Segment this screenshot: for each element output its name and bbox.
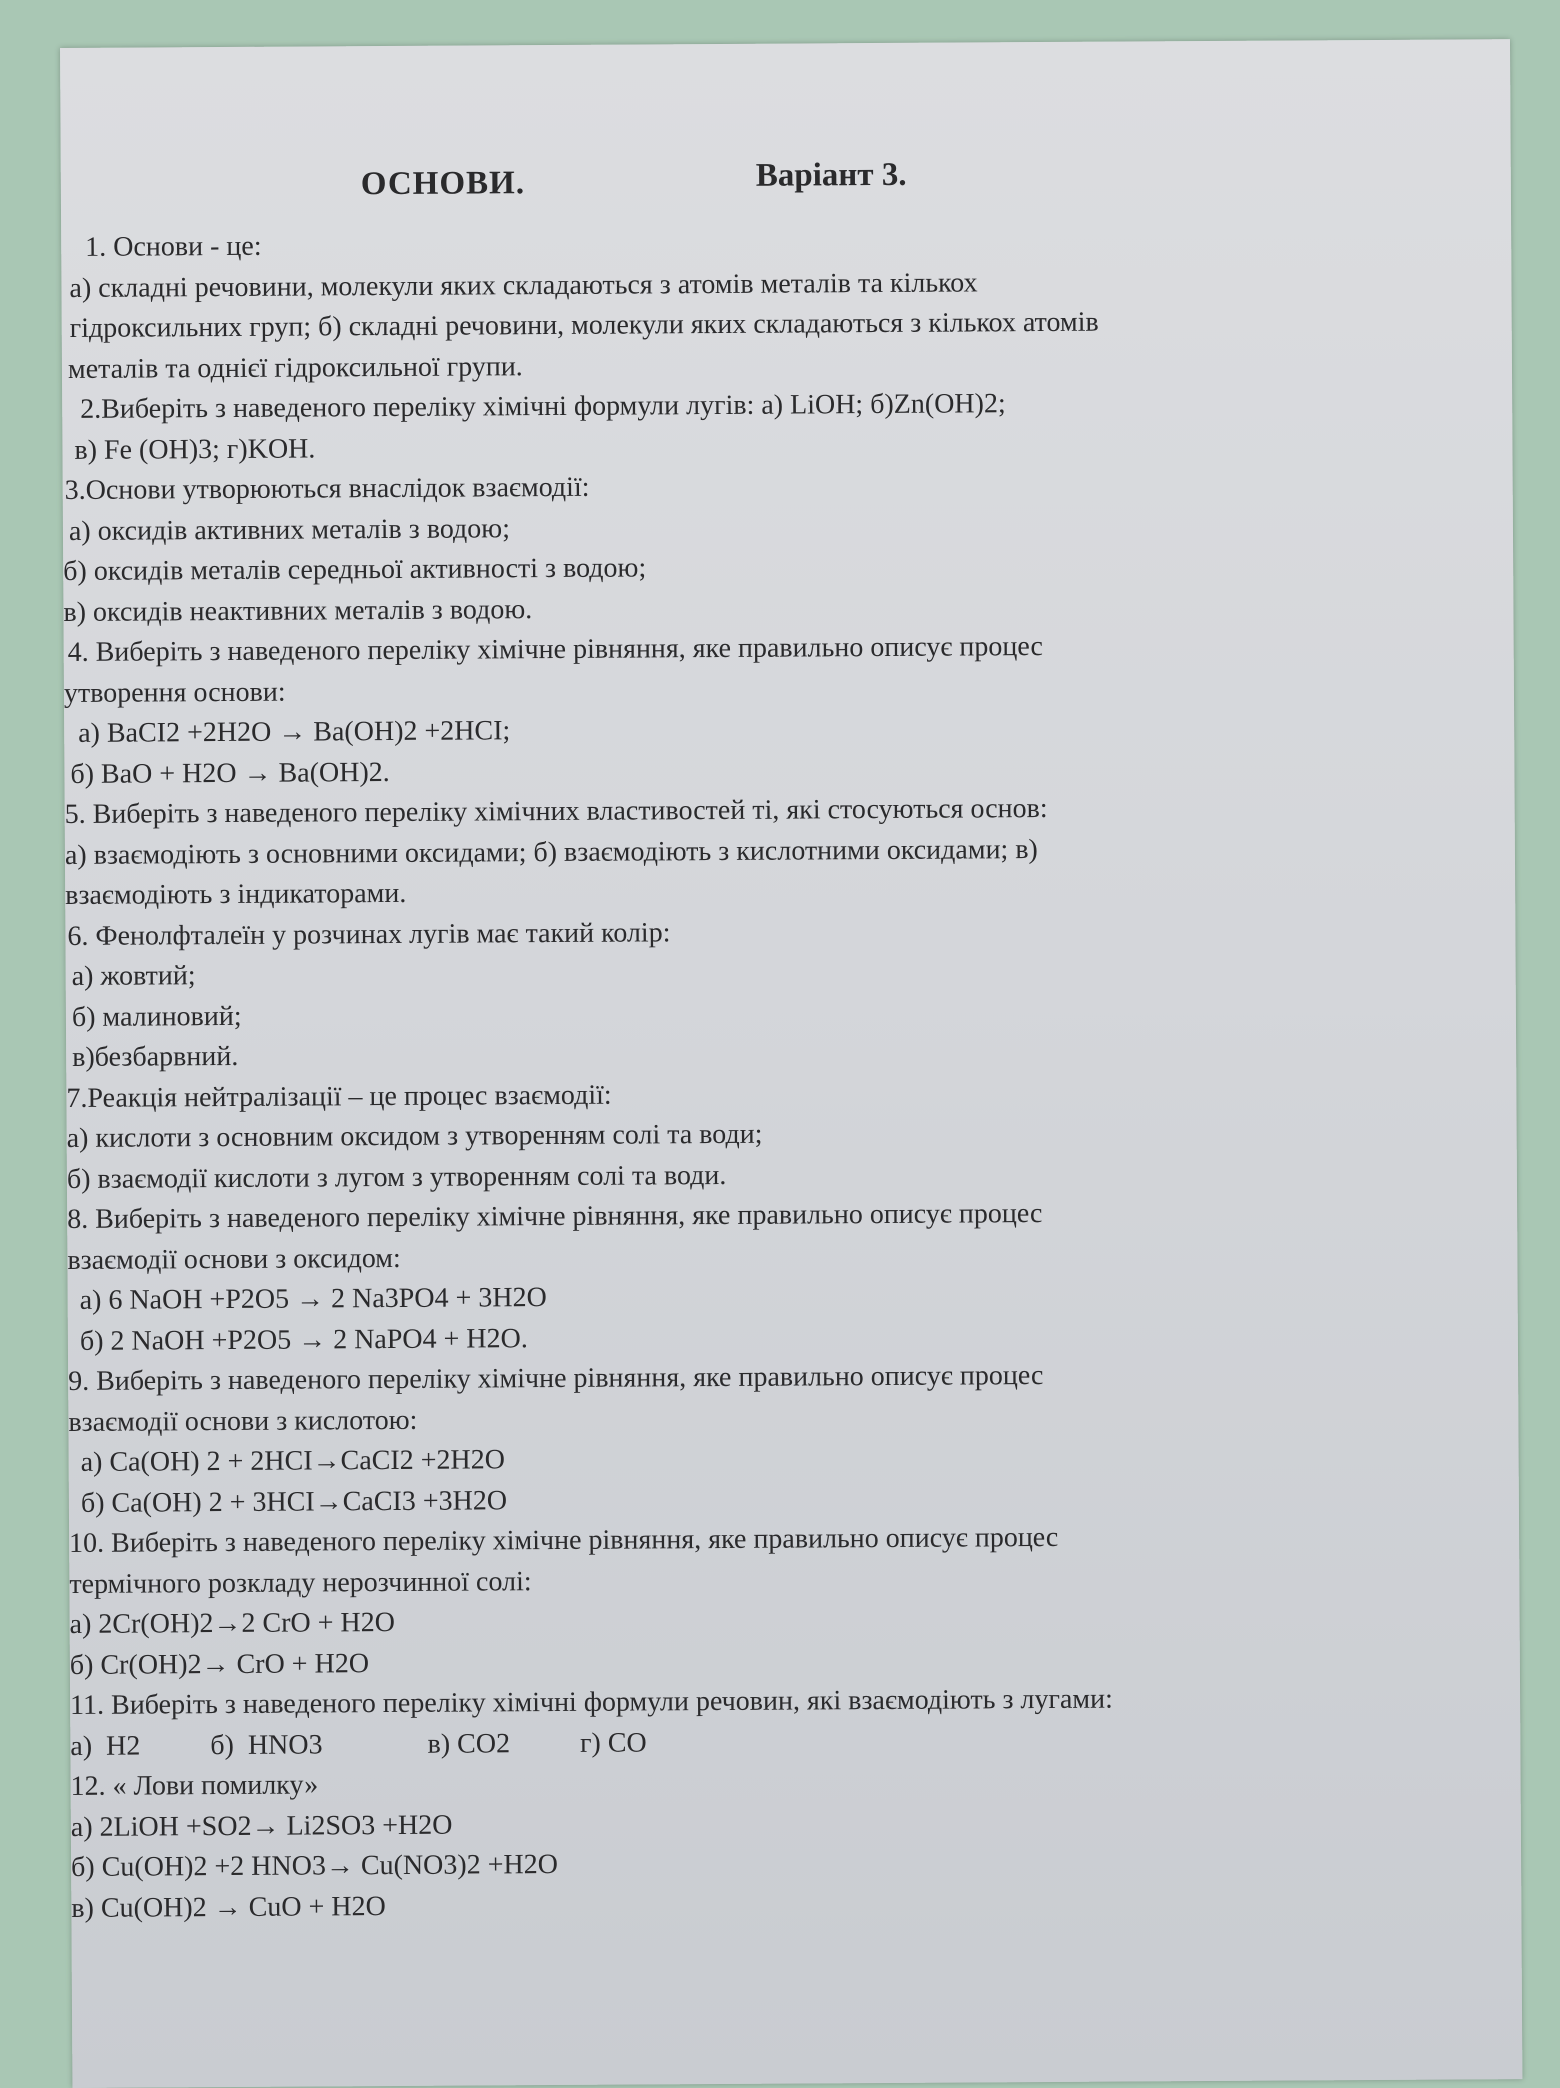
line-q6-b: б) малиновий;	[71, 1000, 242, 1033]
line-q12-b: б) Cu(OH)2 +2 HNO3→ Cu(NO3)2 +H2O	[71, 1848, 558, 1883]
worksheet	[61, 156, 1522, 1929]
line-q11: 11. Виберіть з наведеного переліку хімічні формули речовин, які взаємодіють з лугами:	[70, 1683, 1113, 1721]
line-q10-a: а) 2Cr(OH)2→2 CrO + H2O	[69, 1606, 396, 1640]
line-q8-b: б) 2 NaOH +P2O5 → 2 NaPO4 + H2O.	[79, 1322, 528, 1357]
line-q6-a: а) жовтий;	[71, 960, 196, 992]
paper-sheet	[60, 39, 1522, 2088]
line-q3: 3.Основи утворюються внаслідок взаємодії:	[64, 471, 590, 506]
line-q9-cont: взаємодії основи з кислотою:	[68, 1404, 418, 1438]
line-q4-a: а) BaCI2 +2H2O → Ba(OH)2 +2HCI;	[78, 715, 511, 749]
line-q10-b: б) Cr(OH)2→ CrO + H2O	[69, 1647, 370, 1681]
line-q8-cont: взаємодії основи з оксидом:	[67, 1242, 401, 1276]
line-q1-a: а) складні речовини, молекули яких складаються з атомів металів та кількох	[69, 266, 978, 304]
line-q12-c: в) Cu(OH)2 → CuO + H2O	[71, 1890, 386, 1924]
line-q12-a: а) 2LiOH +SO2→ Li2SO3 +H2O	[70, 1809, 453, 1843]
line-q8: 8. Виберіть з наведеного переліку хімічне рівняння, яке правильно описує процес	[67, 1198, 1043, 1235]
line-q6-c: в)безбарвний.	[72, 1040, 239, 1073]
line-q10-cont: термічного розкладу нерозчинної солі:	[69, 1565, 532, 1600]
line-q3-c: в) оксидів неактивних металів з водою.	[63, 593, 533, 628]
line-q9-b: б) Ca(OH) 2 + 3HCI→CaCI3 +3H2O	[80, 1484, 508, 1519]
line-q10: 10. Виберіть з наведеного переліку хімічне рівняння, яке правильно описує процес	[69, 1521, 1059, 1559]
line-q1-a-cont: гідроксильних груп; б) складні речовини, молекули яких складаються з кількох атомів	[69, 306, 1099, 344]
line-q7: 7.Реакція нейтралізації – це процес взаємодії:	[66, 1079, 612, 1114]
line-q7-b: б) взаємодії кислоти з лугом з утворенням солі та води.	[66, 1159, 727, 1195]
line-q8-a: а) 6 NaOH +P2O5 → 2 Na3PO4 + 3H2O	[79, 1282, 547, 1316]
line-q1: 1. Основи - це:	[85, 230, 262, 263]
line-q7-a: а) кислоти з основним оксидом з утворенням солі та води;	[66, 1118, 763, 1154]
line-q3-b: б) оксидів металів середньої активності з водою;	[63, 552, 647, 587]
line-q6: 6. Фенолфталеїн у розчинах лугів має такий колір:	[67, 916, 671, 952]
header-row	[61, 156, 1511, 228]
line-q9: 9. Виберіть з наведеного переліку хімічне рівняння, яке правильно описує процес	[68, 1360, 1044, 1397]
worksheet-title: ОСНОВИ.	[360, 165, 526, 203]
line-q9-a: а) Ca(OH) 2 + 2HCI→CaCI2 +2H2O	[80, 1444, 506, 1478]
line-q12: 12. « Лови помилку»	[70, 1769, 319, 1802]
line-q2: 2.Виберіть з наведеного переліку хімічні формули лугів: а) LiOH; б)Zn(OH)2;	[80, 388, 1006, 425]
line-q5-options: а) взаємодіють з основними оксидами; б) взаємодіють з кислотними оксидами; в)	[64, 833, 1038, 871]
line-q4-b: б) BaO + H2O → Ba(OH)2.	[70, 756, 390, 790]
line-q2-cont: в) Fe (OH)3; г)KOH.	[74, 432, 316, 466]
line-q4: 4. Виберіть з наведеного переліку хімічне рівняння, яке правильно описує процес	[67, 631, 1043, 668]
variant-label: Варіант 3.	[755, 156, 907, 194]
line-q5-cont: взаємодіють з індикаторами.	[65, 877, 407, 911]
line-q1-b-cont: металів та однієї гідроксильної групи.	[67, 350, 523, 385]
line-q11-options: а) H2 б) HNO3 в) CO2 г) CO	[70, 1726, 647, 1762]
line-q3-a: а) оксидів активних металів з водою;	[68, 512, 511, 547]
line-q4-cont: утворення основи:	[63, 676, 286, 709]
line-q5: 5. Виберіть з наведеного переліку хімічних властивостей ті, які стосуються основ:	[64, 792, 1048, 830]
